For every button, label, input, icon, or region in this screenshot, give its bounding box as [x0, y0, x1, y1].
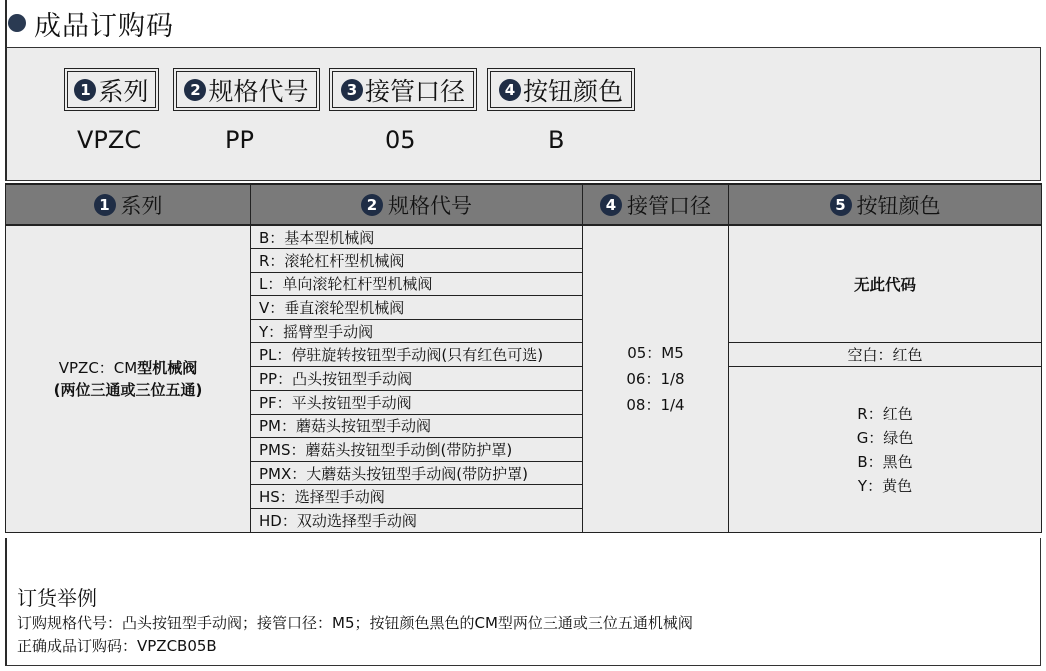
header-series [6, 184, 251, 225]
code-value-button-color: B [548, 126, 565, 154]
spec-item: Y：摇臂型手动阀 [251, 319, 583, 343]
series-desc: (两位三通或三位五通) [53, 380, 203, 399]
number-2-icon: 2 [184, 79, 206, 101]
order-code-panel [5, 47, 1041, 181]
left-border-line [5, 0, 7, 47]
header-button-color [729, 184, 1042, 225]
spec-item: V：垂直滚轮型机械阀 [251, 296, 583, 320]
series-cell [6, 225, 251, 532]
color-option: R：红色 [857, 404, 913, 423]
port-size-item: 05：M5 [627, 343, 684, 362]
series-code: VPZC：CM [58, 358, 138, 377]
port-size-item: 08：1/4 [626, 395, 685, 414]
table-header-row [6, 184, 1042, 225]
spec-item: PMS：蘑菇头按钮型手动倒(带防护罩) [251, 438, 583, 462]
code-box-label: 规格代号 [208, 76, 309, 106]
color-options-cell [729, 367, 1042, 532]
number-2-icon: 2 [361, 194, 383, 216]
color-option: B：黑色 [857, 452, 913, 471]
code-value-spec: PP [225, 126, 254, 154]
color-blank-cell [729, 343, 1042, 367]
code-value-port-size: 05 [385, 126, 416, 154]
table-row [6, 225, 1042, 249]
code-value-series: VPZC [77, 126, 142, 154]
spec-item: L：单向滚轮杠杆型机械阀 [251, 272, 583, 296]
spec-item: PM：蘑菇头按钮型手动阀 [251, 414, 583, 438]
color-no-code-cell [729, 225, 1042, 343]
header-label: 按钮颜色 [856, 193, 941, 218]
header-spec [251, 184, 583, 225]
page-title: 成品订购码 [34, 10, 174, 42]
number-1-icon: 1 [74, 79, 96, 101]
order-example-section [5, 538, 1041, 666]
spec-item: HS：选择型手动阀 [251, 485, 583, 509]
bullet-dot-icon [8, 14, 26, 32]
code-box-button-color [487, 68, 635, 111]
order-example-title: 订货举例 [17, 586, 97, 610]
number-5-icon: 5 [830, 194, 852, 216]
spec-item: PP：凸头按钮型手动阀 [251, 367, 583, 391]
port-size-cell [583, 225, 729, 532]
order-example-line2: 正确成品订购码：VPZCB05B [17, 637, 217, 655]
spec-item: PMX：大蘑菇头按钮型手动阀(带防护罩) [251, 461, 583, 485]
color-blank: 空白：红色 [847, 346, 923, 365]
number-3-icon: 3 [341, 79, 363, 101]
series-type: 型机械阀 [137, 358, 198, 377]
code-box-series [64, 68, 159, 111]
code-box-label: 接管口径 [364, 76, 465, 106]
code-box-port-size [329, 68, 477, 111]
color-no-code: 无此代码 [853, 276, 916, 295]
header-label: 接管口径 [627, 193, 711, 218]
spec-item: R：滚轮杠杆型机械阀 [251, 249, 583, 273]
header-label: 规格代号 [388, 193, 472, 218]
number-4-icon: 4 [499, 79, 521, 101]
header-label: 系列 [120, 193, 163, 218]
spec-item: HD：双动选择型手动阀 [251, 509, 583, 533]
spec-item: PL：停驻旋转按钮型手动阀(只有红色可选) [251, 343, 583, 367]
header-port-size [583, 184, 729, 225]
color-option: Y：黄色 [857, 476, 913, 495]
spec-table [5, 183, 1042, 533]
page-title-row [8, 4, 174, 42]
spec-item: B：基本型机械阀 [251, 225, 583, 249]
number-1-icon: 1 [94, 194, 116, 216]
number-4-icon: 4 [600, 194, 622, 216]
spec-item: PF：平头按钮型手动阀 [251, 391, 583, 415]
port-size-item: 06：1/8 [626, 369, 685, 388]
color-option: G：绿色 [856, 428, 914, 447]
order-example-line1: 订购规格代号：凸头按钮型手动阀；接管口径：M5；按钮颜色黑色的CM型两位三通或三位五通机械阀 [17, 614, 693, 632]
code-box-spec [173, 68, 320, 111]
code-box-label: 系列 [98, 76, 149, 106]
code-box-label: 按钮颜色 [522, 76, 623, 106]
